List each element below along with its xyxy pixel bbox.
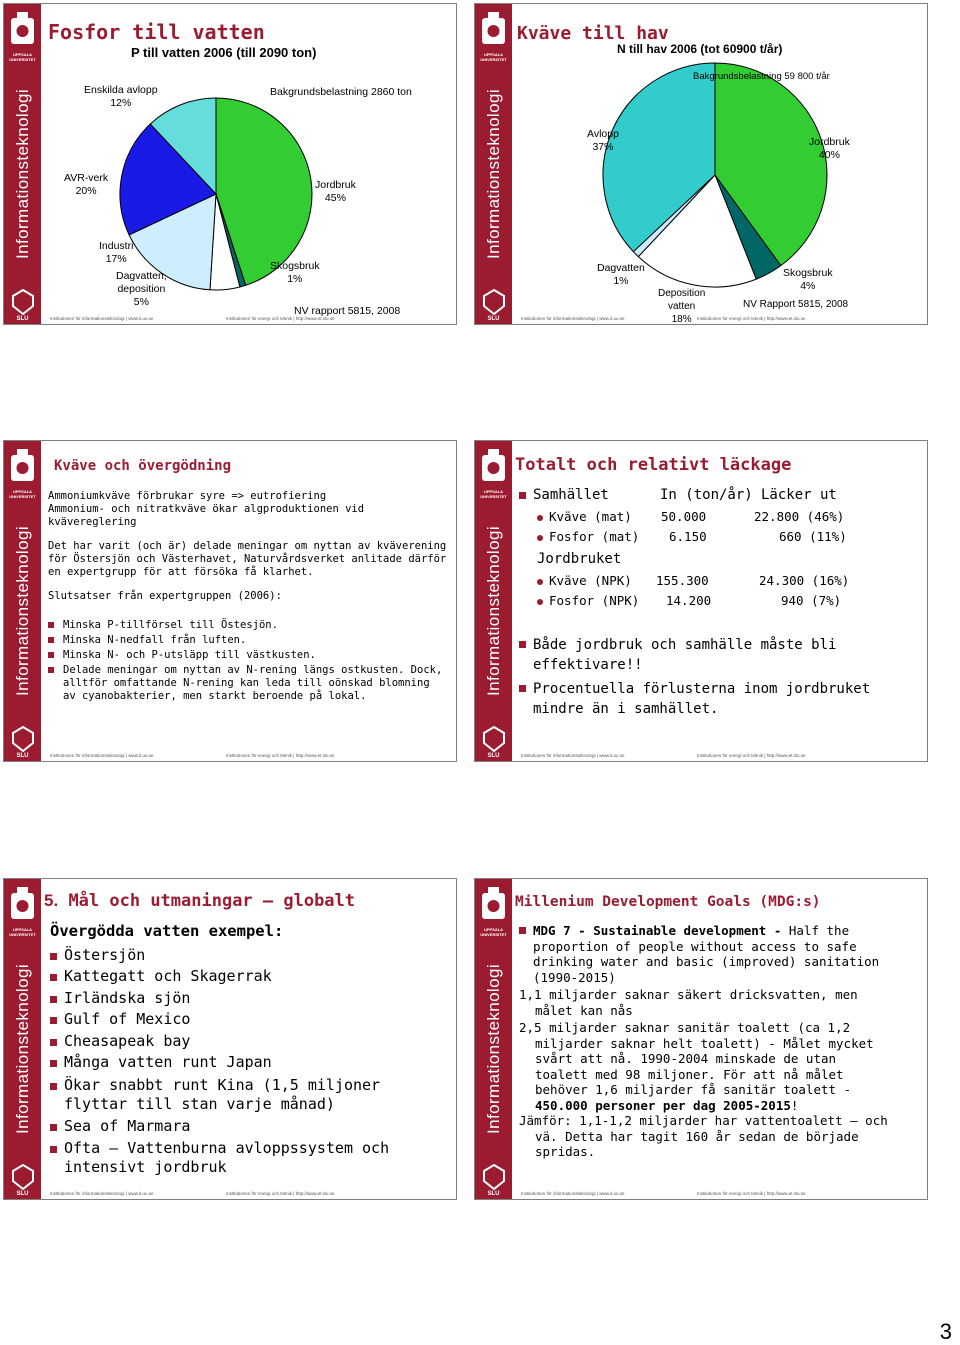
label-bakgrund: Bakgrundsbelastning 59 800 t/år xyxy=(693,71,830,82)
footer-et: Institutionen för energi och teknik | http://www.et.slu.se xyxy=(226,753,335,758)
slide-mal-utmaningar xyxy=(3,878,457,1200)
list-item: Östersjön xyxy=(50,945,450,967)
label-dagvatten: Dagvatten, deposition 5% xyxy=(116,270,167,308)
slide-sidebar xyxy=(475,879,512,1199)
list-item: Gulf of Mexico xyxy=(50,1009,450,1031)
slide-title: Millenium Development Goals (MDG:s) xyxy=(515,894,821,910)
table-header: Jordbruket xyxy=(537,551,622,567)
slide-body xyxy=(519,923,889,1160)
table-header: Samhället In (ton/år) Läcker ut xyxy=(519,487,919,509)
section-heading: Övergödda vatten exempel: xyxy=(50,922,284,940)
slu-logo-icon xyxy=(482,725,506,753)
table-row: Fosfor (mat) 6.150 660 (11%) xyxy=(519,529,919,551)
paragraph: Ammoniumkväve förbrukar syre => eutrofiering xyxy=(48,490,327,502)
paragraph: Jämför: 1,1-1,2 miljarder har vattentoalett – och vä. Detta har tagit 160 år sedan de började spridas. xyxy=(519,1113,888,1159)
label-enskilda-avlopp: Enskilda avlopp 12% xyxy=(84,84,158,109)
slide-title: Kväve och övergödning xyxy=(54,458,232,474)
slide-body xyxy=(50,921,450,1177)
slu-logo-icon xyxy=(11,1163,35,1191)
slu-text: SLU xyxy=(16,1191,29,1197)
paragraph: Det har varit (och är) delade meningar om nyttan av kväverening för Östersjön och Västerhavet, Naturvårdsverket anlitade därför en expertgrupp för att försöka få klarhet. xyxy=(48,540,447,578)
label-skogsbruk: Skogsbruk 1% xyxy=(270,260,320,285)
label-jordbruk: Jordbruk 40% xyxy=(809,136,850,161)
label-bakgrund: Bakgrundsbelastning 2860 ton xyxy=(270,86,412,98)
slu-logo-icon xyxy=(482,1163,506,1191)
footer-et: Institutionen för energi och teknik | http://www.et.slu.se xyxy=(226,1191,335,1196)
list-item: Irländska sjön xyxy=(50,988,450,1010)
footer-it: Institutionen för informationsteknologi | www.it.uu.se xyxy=(521,316,625,321)
label-deposition: Deposition vatten 18% xyxy=(658,288,706,325)
footer-it: Institutionen för informationsteknologi | www.it.uu.se xyxy=(521,753,625,758)
slu-text: SLU xyxy=(16,316,29,322)
slide-sidebar xyxy=(4,441,41,761)
list-item: Cheasapeak bay xyxy=(50,1031,450,1053)
list-item: Minska N-nedfall från luften. xyxy=(48,634,448,647)
table-row: Fosfor (NPK) 14.200 940 (7%) xyxy=(519,593,919,613)
label-jordbruk: Jordbruk 45% xyxy=(315,179,356,204)
paragraph: Ammonium- och nitratkväve ökar algproduktionen vid kvävereglering xyxy=(48,503,365,528)
footer-et: Institutionen för energi och teknik | http://www.et.slu.se xyxy=(226,316,335,321)
logo-text: UPPSALA UNIVERSITET xyxy=(480,927,507,937)
slu-text: SLU xyxy=(16,753,29,759)
chart-source: NV Rapport 5815, 2008 xyxy=(743,299,849,310)
uppsala-logo-icon xyxy=(8,447,37,495)
pie-chart-kvave xyxy=(475,4,928,325)
uppsala-logo-icon xyxy=(479,447,508,495)
slide-subtitle: N till hav 2006 (tot 60900 t/år) xyxy=(617,42,783,56)
slide-kvave-overgodning xyxy=(3,440,457,762)
sidebar-label: Informationsteknologi xyxy=(483,526,503,696)
leakage-table xyxy=(519,487,919,719)
slide-title: Totalt och relativt läckage xyxy=(515,455,792,475)
footer-it: Institutionen för informationsteknologi | www.it.uu.se xyxy=(50,753,154,758)
paragraph: 2,5 miljarder saknar sanitär toalett (ca 1,2 miljarder saknar helt toalett) - Målet mycket svårt att nå. 1990-2004 minskade de utan toalett med 98 miljoner. För att nå målet behöver 1,6 miljarder få sanitär toalett - 450.000 personer per dag 2005-2015! xyxy=(519,1020,874,1113)
list-item: Sea of Marmara xyxy=(50,1116,450,1138)
footer-it: Institutionen för informationsteknologi | www.it.uu.se xyxy=(50,316,154,321)
chart-source: NV rapport 5815, 2008 xyxy=(294,305,401,317)
label-avr-verk: AVR-verk 20% xyxy=(64,172,109,197)
logo-text: UPPSALA UNIVERSITET xyxy=(9,927,36,937)
list-item: MDG 7 - Sustainable development - Half the proportion of people without access to safe drinking water and basic (improved) sanitation (1990-2015) xyxy=(519,923,889,985)
logo-text: UPPSALA UNIVERSITET xyxy=(9,52,36,62)
list-item: Kattegatt och Skagerrak xyxy=(50,966,450,988)
table-row: Kväve (mat) 50.000 22.800 (46%) xyxy=(519,509,919,529)
paragraph: 1,1 miljarder saknar säkert dricksvatten, men målet kan nås xyxy=(519,987,858,1018)
list-item: Både jordbruk och samhälle måste bli effektivare!! xyxy=(519,635,919,675)
label-dagvatten: Dagvatten 1% xyxy=(597,262,645,287)
footer-et: Institutionen för energi och teknik | http://www.et.slu.se xyxy=(697,753,806,758)
sidebar-label: Informationsteknologi xyxy=(12,526,32,696)
slide-sidebar xyxy=(4,879,41,1199)
logo-text: UPPSALA UNIVERSITET xyxy=(480,489,507,499)
footer-et: Institutionen för energi och teknik | http://www.et.slu.se xyxy=(697,1191,806,1196)
slide-sidebar xyxy=(475,441,512,761)
slu-text: SLU xyxy=(487,753,500,759)
list-item: Minska P-tillförsel till Östesjön. xyxy=(48,619,448,632)
list-item: Ökar snabbt runt Kina (1,5 miljoner flyttar till stan varje månad) xyxy=(50,1076,450,1114)
slide-mdg xyxy=(474,878,928,1200)
sidebar-label: Informationsteknologi xyxy=(12,89,32,259)
sidebar-label: Informationsteknologi xyxy=(483,964,503,1134)
uppsala-logo-icon xyxy=(479,885,508,933)
list-item: Minska N- och P-utsläpp till västkusten. xyxy=(48,649,448,662)
list-item: Procentuella förlusterna inom jordbruket mindre än i samhället. xyxy=(519,679,919,719)
list-item: Delade meningar om nyttan av N-rening längs ostkusten. Dock, alltför omfattande N-rening kan leda till oönskad blomning av cyanobakterier, men starkt beroende på lokal. xyxy=(48,664,448,703)
slu-text: SLU xyxy=(487,1191,500,1197)
logo-text: UPPSALA UNIVERSITET xyxy=(9,489,36,499)
footer-it: Institutionen för informationsteknologi | www.it.uu.se xyxy=(521,1191,625,1196)
logo-text: UPPSALA UNIVERSITET xyxy=(480,52,507,62)
slu-text: SLU xyxy=(487,316,500,322)
pie-chart-fosfor xyxy=(4,4,457,325)
slide-kvave-hav xyxy=(474,3,928,325)
slide-title: Kväve till hav xyxy=(517,23,669,44)
page-number: 3 xyxy=(939,1319,952,1344)
sidebar-label: Informationsteknologi xyxy=(483,89,503,259)
slide-title: 5. Mål och utmaningar – globalt xyxy=(44,891,356,911)
sidebar-label: Informationsteknologi xyxy=(12,964,32,1134)
footer-it: Institutionen för informationsteknologi | www.it.uu.se xyxy=(50,1191,154,1196)
list-item: Många vatten runt Japan xyxy=(50,1052,450,1074)
label-industri: Industri 17% xyxy=(99,240,134,265)
label-avlopp: Avlopp 37% xyxy=(587,128,619,153)
slide-title: Fosfor till vatten xyxy=(48,20,265,44)
slide-lackage xyxy=(474,440,928,762)
slide-body xyxy=(48,490,448,703)
footer-et: Institutionen för energi och teknik | http://www.et.slu.se xyxy=(697,316,806,321)
uppsala-logo-icon xyxy=(8,885,37,933)
paragraph: Slutsatser från expertgruppen (2006): xyxy=(48,590,282,602)
label-skogsbruk: Skogsbruk 4% xyxy=(783,267,833,292)
slide-subtitle: P till vatten 2006 (till 2090 ton) xyxy=(131,45,317,60)
slide-fosfor xyxy=(3,3,457,325)
table-row: Kväve (NPK) 155.300 24.300 (16%) xyxy=(519,573,919,593)
slu-logo-icon xyxy=(11,725,35,753)
list-item: Ofta – Vattenburna avloppssystem och intensivt jordbruk xyxy=(50,1139,450,1177)
